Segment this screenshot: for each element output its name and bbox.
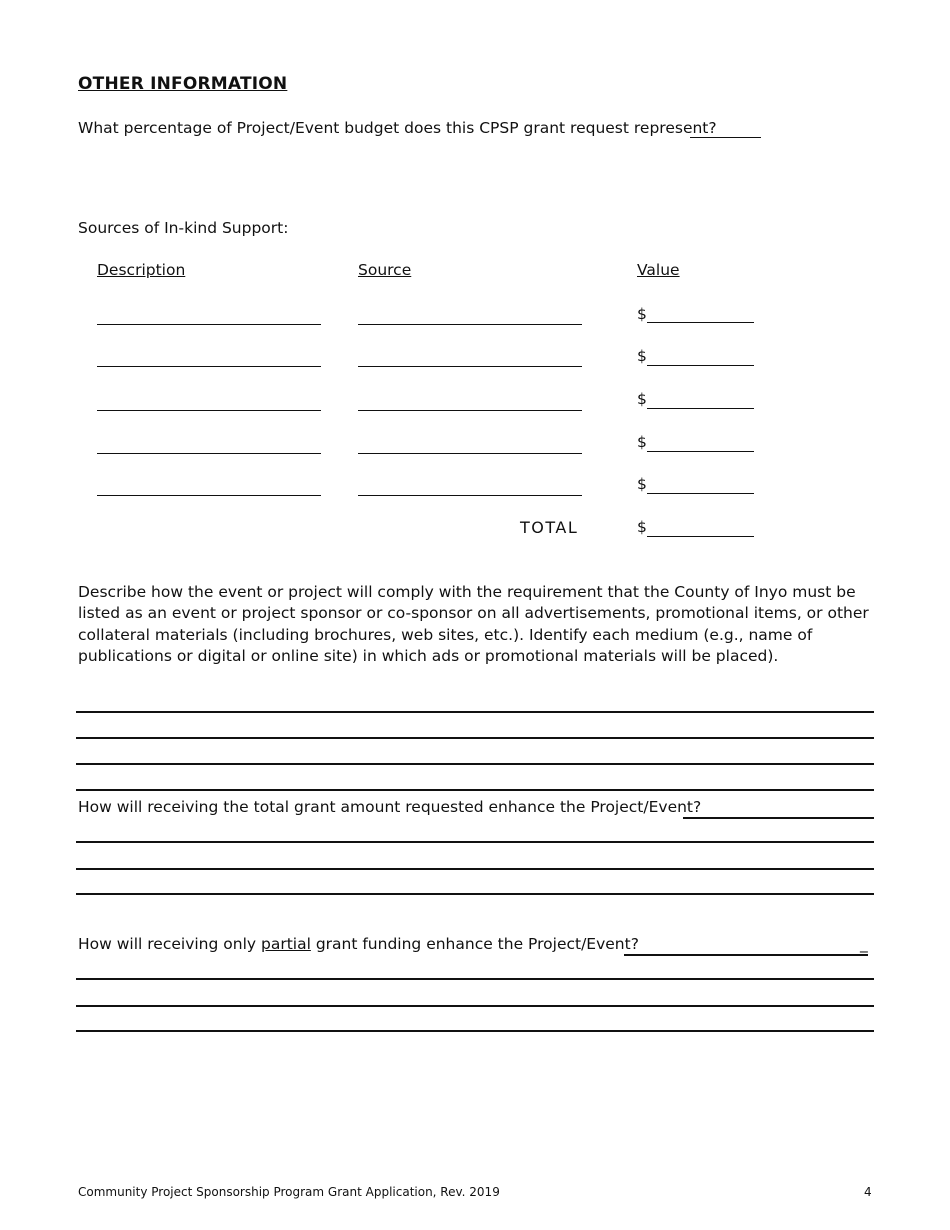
value-line-4[interactable] [647, 451, 754, 452]
description-line-2[interactable] [97, 366, 321, 367]
trailing-underscore: _ [860, 935, 868, 953]
total-grant-answer-line-3[interactable] [76, 893, 874, 895]
value-line-5[interactable] [647, 493, 754, 494]
partial-grant-answer-line-3[interactable] [76, 1030, 874, 1032]
dollar-sign: $ [637, 433, 647, 451]
partial-question-end: grant funding enhance the Project/Event? [310, 935, 639, 953]
value-line-2[interactable] [647, 365, 754, 366]
in-kind-sources-label: Sources of In-kind Support: [78, 219, 289, 237]
compliance-answer-line-4[interactable] [76, 789, 874, 791]
description-line-1[interactable] [97, 324, 321, 325]
partial-grant-answer-line-1[interactable] [76, 978, 874, 980]
source-line-2[interactable] [358, 366, 582, 367]
total-grant-question: How will receiving the total grant amount requested enhance the Project/Event? [78, 798, 702, 816]
description-line-4[interactable] [97, 453, 321, 454]
total-grant-answer-line-2[interactable] [76, 868, 874, 870]
compliance-answer-line-2[interactable] [76, 737, 874, 739]
total-grant-answer-line-0[interactable] [683, 817, 874, 819]
partial-grant-question [78, 934, 639, 955]
partial-emphasis: partial [260, 935, 311, 953]
source-line-5[interactable] [358, 495, 582, 496]
dollar-sign: $ [637, 347, 647, 365]
partial-question-start: How will receiving only [78, 935, 261, 953]
total-label: TOTAL [520, 518, 579, 537]
column-header-source: Source [358, 261, 412, 279]
source-line-3[interactable] [358, 410, 582, 411]
total-grant-answer-line-1[interactable] [76, 841, 874, 843]
description-line-5[interactable] [97, 495, 321, 496]
compliance-answer-line-1[interactable] [76, 711, 874, 713]
footer-document-name: Community Project Sponsorship Program Grant Application, Rev. 2019 [78, 1185, 500, 1199]
compliance-question: Describe how the event or project will comply with the requirement that the County of Inyo must be listed as an event or project sponsor or co-sponsor on all advertisements, promotional items, or other collateral materials (including brochures, web sites, etc.). Identify each medium (e.g., name of publications or digital or online site) in which ads or promotional materials will be placed). [78, 583, 869, 665]
dollar-sign: $ [637, 518, 647, 536]
value-line-3[interactable] [647, 408, 754, 409]
dollar-sign: $ [637, 475, 647, 493]
page-number: 4 [864, 1185, 872, 1199]
column-header-value: Value [637, 261, 680, 279]
dollar-sign: $ [637, 305, 647, 323]
source-line-4[interactable] [358, 453, 582, 454]
dollar-sign: $ [637, 390, 647, 408]
percentage-answer-line[interactable] [690, 137, 761, 138]
partial-grant-answer-line-2[interactable] [76, 1005, 874, 1007]
column-header-description: Description [97, 261, 186, 279]
percentage-question: What percentage of Project/Event budget does this CPSP grant request represent? [78, 119, 717, 137]
total-value-line[interactable] [647, 536, 754, 537]
compliance-answer-line-3[interactable] [76, 763, 874, 765]
section-title: OTHER INFORMATION [78, 74, 288, 94]
description-line-3[interactable] [97, 410, 321, 411]
value-line-1[interactable] [647, 322, 754, 323]
source-line-1[interactable] [358, 324, 582, 325]
partial-grant-answer-line-0[interactable] [624, 954, 868, 956]
